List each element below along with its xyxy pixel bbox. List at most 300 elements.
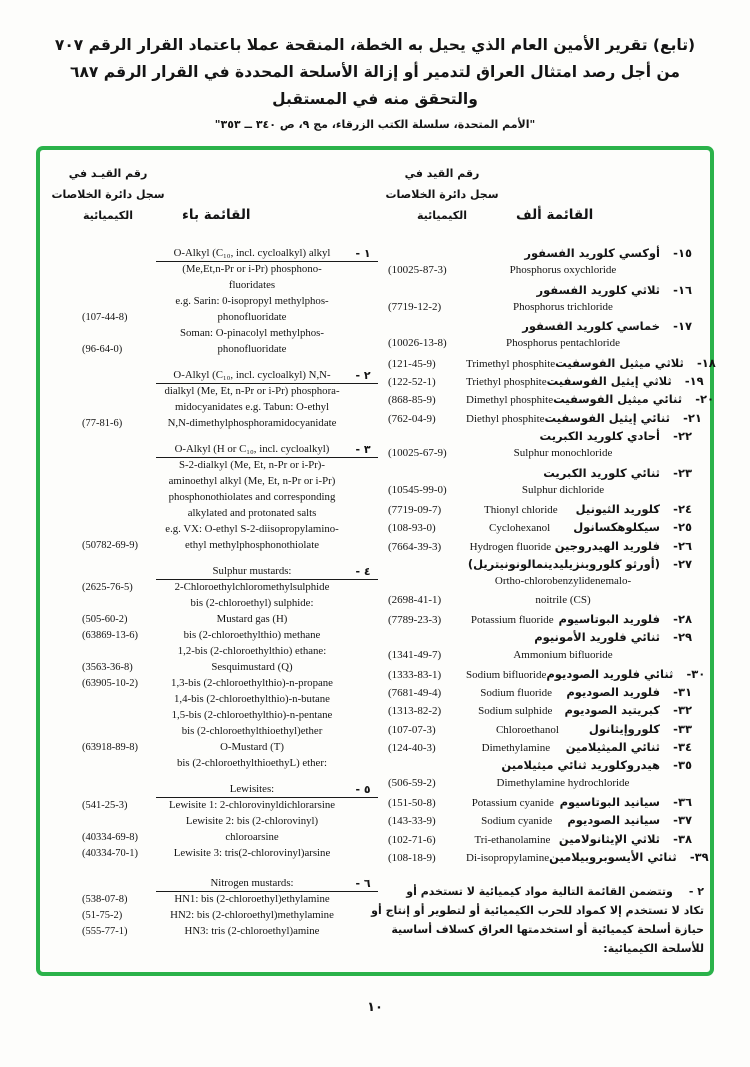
list-a-row: [382, 392, 715, 410]
paragraph-line: [371, 901, 704, 920]
cas-number: (151-50-8): [388, 796, 436, 809]
list-b-item: [48, 246, 378, 358]
chemical-name-en: 1,3-bis (2-chloroethylthio)-n-propane: [171, 677, 333, 689]
cas-number: (7664-39-3): [388, 540, 442, 553]
chemical-name-en: HN1: bis (2-chloroethyl)ethylamine: [174, 893, 330, 905]
list-b-row: [48, 458, 378, 474]
item-number: ٣٧-: [673, 813, 692, 828]
item-number: [348, 342, 378, 358]
list-a-row: [382, 411, 704, 429]
cas-number: (143-33-9): [388, 815, 436, 828]
chemical-name-ar: أحادي كلوريد الكبريت: [539, 428, 660, 443]
item-number: ٢٥-: [673, 520, 692, 535]
item-number: [348, 400, 378, 416]
cas-number: [48, 278, 156, 294]
cas-number: (10026-13-8): [388, 337, 447, 350]
paragraph-text: للأسلحة الكيميائية:: [603, 942, 704, 956]
cas-number: (40334-70-1): [82, 848, 138, 859]
cas-number: (107-07-3): [388, 723, 436, 736]
cas-number: [48, 522, 156, 538]
cas-number: [48, 368, 156, 384]
cas-number: [48, 814, 156, 830]
list-b-row: [48, 506, 378, 522]
list-b-item: [48, 442, 378, 554]
chemical-name-ar: فلوريد الهيدروجين: [554, 538, 660, 553]
chemical-name-ar: كلوريد الثيونيل: [575, 502, 660, 517]
cas-number: [48, 596, 156, 612]
item-number: ٥ -: [348, 782, 378, 798]
list-b-row: [48, 724, 378, 740]
chemical-name-ar: ثنائي كلوريد الكبريت: [543, 465, 660, 480]
list-b-row: [48, 692, 378, 708]
chemical-name-en: Sodium bifluoride: [466, 668, 547, 681]
chemical-name-en: Triethyl phosphite: [466, 376, 547, 389]
list-a-item: [382, 374, 704, 392]
chemical-name-en: O-Alkyl (C₁₀, incl. cycloalkyl) N,N-: [156, 368, 348, 384]
chemical-name-ar: ثنائي ميثيل الفوسفيت: [553, 392, 683, 407]
item-number: [348, 676, 378, 692]
list-a-row: [382, 795, 704, 813]
item-number: [348, 846, 378, 862]
list-a-row: [382, 337, 704, 355]
item-number: ٣٦-: [673, 794, 692, 809]
list-a-item: [382, 740, 704, 758]
paragraph-line: [382, 882, 704, 901]
chemical-name-ar: سيكلوهكسانول: [573, 520, 660, 535]
header-source-citation: "الأمم المتحدة، سلسلة الكتب الزرقاء، مج ٩، ص ٣٤٠ ــ ٣٥٣": [214, 118, 536, 131]
paragraph-number: ٢ -: [688, 885, 704, 899]
list-a-row: [382, 502, 704, 520]
item-number: ٢٠-: [695, 392, 715, 407]
header-title-line-2: من أجل رصد امتثال العراق لتدمير أو إزالة الأسلحة المحددة في القرار الرقم ٦٨٧: [70, 63, 680, 81]
list-a-row: [382, 630, 704, 648]
item-number: [348, 724, 378, 740]
item-number: ٣٤-: [673, 740, 692, 755]
list-a-item: [382, 685, 704, 703]
list-a-row: [382, 667, 704, 685]
cas-number: (7681-49-4): [388, 687, 442, 700]
list-a-item: [382, 758, 704, 795]
cas-number: [48, 708, 156, 724]
cas-number: (124-40-3): [388, 742, 436, 755]
register-label-line: الكيميائية: [416, 209, 468, 222]
cas-number: (7789-23-3): [388, 613, 442, 626]
item-number: [348, 830, 378, 846]
item-number: ١٦-: [673, 282, 692, 297]
chemical-name-en: Dimethylamine hydrochloride: [496, 776, 630, 789]
list-a-row: [382, 264, 704, 282]
cas-number: [48, 326, 156, 342]
chemical-name-en: Lewisite 2: bis (2-chlorovinyl): [185, 815, 319, 827]
cas-number: (122-52-1): [388, 376, 436, 389]
chemical-name-en: noitrile (CS): [535, 593, 591, 606]
item-number: ٦ -: [348, 876, 378, 892]
item-number: [348, 458, 378, 474]
list-a-item: [382, 667, 704, 685]
chemical-name-en: Lewisites:: [156, 782, 348, 798]
list-a-column: [371, 162, 716, 958]
chemical-name-en: HN3: tris (2-chloroethyl)amine: [184, 925, 320, 937]
chemical-name-ar: ثلاثي كلوريد الفسفور: [536, 282, 660, 297]
list-b-row: [48, 798, 378, 814]
cas-number: [48, 246, 156, 262]
cas-number: (1333-83-1): [388, 668, 442, 681]
list-b-row: [48, 596, 378, 612]
list-b-row: [48, 442, 378, 458]
closing-paragraph: [371, 882, 704, 958]
cas-number: (555-77-1): [82, 926, 128, 937]
cas-number: [48, 442, 156, 458]
cas-number: [48, 262, 156, 278]
item-number: [348, 644, 378, 660]
item-number: ٢٤-: [673, 502, 692, 517]
chemical-name-en: Phosphorus pentachloride: [506, 337, 620, 350]
cas-number: (506-59-2): [388, 776, 436, 789]
cas-number: (2698-41-1): [388, 593, 442, 606]
chemical-name-en: Cyclohexanol: [489, 522, 551, 535]
cas-number: [48, 294, 156, 310]
header-title-line-1: (تابع) تقرير الأمين العام الذي يحيل به الخطة، المنقحة عملا باعتماد القرار الرقم ٧٠٧: [54, 36, 696, 54]
chemical-name-ar: كلوروإيثانول: [588, 721, 660, 736]
chemical-name-en: 1,2-bis (2-chloroethylthio) ethane:: [177, 645, 327, 657]
item-number: [348, 596, 378, 612]
item-number: [348, 580, 378, 596]
list-b-row: [48, 326, 378, 342]
chemical-name-en: N,N-dimethylphosphoramidocyanidate: [167, 417, 337, 429]
list-a-items: [382, 246, 716, 868]
list-a-row: [382, 374, 704, 392]
list-a-row: [382, 703, 704, 721]
chemical-name-en: bis (2-chloroethylthioethyL) ether:: [177, 757, 327, 769]
list-b-row: [48, 740, 378, 756]
paragraph-line: [382, 939, 704, 958]
chemical-name-ar: كبريتيد الصوديوم: [564, 703, 660, 718]
list-a-row: [382, 447, 704, 465]
item-number: ٢ -: [348, 368, 378, 384]
list-a-item: [382, 520, 704, 538]
list-b-row: [48, 246, 378, 262]
item-number: [348, 798, 378, 814]
chemical-name-en: (Me,Et,n-Pr or i-Pr) phosphono-: [182, 263, 322, 275]
cas-number: [48, 400, 156, 416]
chemical-name-en: Sesquimustard (Q): [211, 661, 293, 673]
list-a-register-label: [382, 163, 502, 226]
list-b-row: [48, 400, 378, 416]
list-a-row: [382, 849, 709, 868]
list-b-row: [48, 830, 378, 846]
item-number: ١٥-: [673, 246, 692, 260]
chemical-name-ar: ثنائي فلوريد الأمونيوم: [534, 630, 660, 645]
item-number: ٢٨-: [673, 611, 692, 626]
list-a-item: [382, 283, 704, 320]
cas-number: (538-07-8): [82, 894, 128, 905]
chemical-name-en: S-2-dialkyl (Me, Et, n-Pr or i-Pr)-: [178, 459, 326, 471]
item-number: ٣٥-: [673, 758, 692, 773]
cas-number: [48, 506, 156, 522]
chemical-name-en: Ortho-chlorobenzylidenemalo-: [494, 575, 632, 588]
list-b-header: [48, 162, 378, 226]
cas-number: [48, 458, 156, 474]
chemical-name-ar: أوكسي كلوريد الفسفور: [524, 246, 660, 260]
list-a-row: [382, 813, 704, 831]
list-b-row: [48, 384, 378, 400]
cas-number: (10025-67-9): [388, 447, 447, 460]
list-a-item: [382, 832, 704, 850]
item-number: ٢٦-: [673, 538, 692, 553]
chemical-name-en: Sodium sulphide: [478, 705, 553, 718]
list-b-row: [48, 756, 378, 772]
list-a-row: [382, 301, 704, 319]
item-number: [348, 522, 378, 538]
list-b-row: [48, 908, 378, 924]
item-number: ١٧-: [673, 319, 692, 334]
cas-number: [48, 384, 156, 400]
list-a-item: [382, 502, 704, 520]
cas-number: (63869-13-6): [82, 630, 138, 641]
chemical-name-en: Tri-ethanolamine: [474, 833, 551, 846]
list-a-item: [382, 849, 709, 868]
cas-number: (50782-69-9): [82, 540, 138, 551]
list-b-column: [48, 162, 378, 940]
list-a-row: [382, 484, 704, 502]
item-number: ١٨-: [697, 355, 716, 370]
cas-number: [48, 490, 156, 506]
chemical-name-ar: ثلاثي الإيثانولامين: [558, 831, 660, 846]
chemical-name-ar: خماسي كلوريد الفسفور: [522, 319, 660, 334]
list-a-row: [382, 520, 704, 538]
list-b-row: [48, 416, 378, 432]
item-number: [348, 416, 378, 432]
chemical-name-ar: ثلاثي ميثيل الفوسفيت: [555, 355, 684, 370]
document-header: [25, 32, 725, 131]
list-a-row: [382, 612, 704, 630]
chemical-name-ar: هيدروكلوريد ثنائي ميثيلامين: [501, 758, 660, 773]
list-b-register-label: [48, 163, 168, 226]
list-a-row: [382, 466, 704, 484]
chemical-name-ar: ثنائي فلوريد الصوديوم: [546, 666, 674, 681]
register-label-line: رقم القيد في: [404, 167, 480, 180]
chemical-name-en: fluoridates: [228, 279, 276, 291]
list-b-row: [48, 310, 378, 326]
list-b-row: [48, 580, 378, 596]
list-a-row: [382, 539, 704, 557]
chemical-name-en: Sulphur dichloride: [521, 483, 605, 496]
cas-number: [48, 756, 156, 772]
list-a-row: [382, 557, 704, 575]
chemical-name-en: phonofluoridate: [217, 343, 287, 355]
register-label-line: الكيميائية: [82, 209, 134, 222]
list-a-item: [382, 319, 704, 356]
chemical-name-en: phosphonothiolates and corresponding: [168, 491, 336, 503]
paragraph-text: حيازة أسلحة كيميائية أو استخدمتها العراق كسلاف أساسية: [391, 923, 704, 937]
chemical-name-en: e.g. Sarin: 0-isopropyl methylphos-: [175, 295, 329, 307]
list-a-row: [382, 777, 704, 795]
cas-number: (96-64-0): [82, 344, 123, 355]
list-a-row: [382, 575, 704, 593]
list-b-row: [48, 846, 378, 862]
cas-number: (762-04-9): [388, 412, 436, 425]
item-number: ٣١-: [673, 685, 692, 700]
list-b-row: [48, 538, 378, 554]
list-b-row: [48, 708, 378, 724]
item-number: ٢١-: [683, 410, 702, 425]
item-number: ٢٩-: [673, 630, 692, 645]
chemical-name-en: Dimethyl phosphite: [466, 394, 554, 407]
list-b-item: [48, 564, 378, 772]
item-number: ١ -: [348, 246, 378, 262]
chemical-name-en: Nitrogen mustards:: [156, 876, 348, 892]
item-number: ٤ -: [348, 564, 378, 580]
list-b-row: [48, 564, 378, 580]
page-number: ١٠: [367, 1000, 383, 1015]
chemical-name-en: Phosphorus trichloride: [513, 300, 613, 313]
cas-number: [48, 474, 156, 490]
register-label-line: سجل دائرة الخلاصات: [51, 188, 165, 201]
list-b-row: [48, 490, 378, 506]
cas-number: (107-44-8): [82, 312, 128, 323]
item-number: [348, 490, 378, 506]
list-b-row: [48, 368, 378, 384]
register-label-line: سجل دائرة الخلاصات: [385, 188, 499, 201]
list-a-row: [382, 594, 704, 612]
chemical-name-ar: ثنائي إيثيل الفوسفيت: [544, 410, 670, 425]
chemical-name-en: e.g. VX: O-ethyl S-2-diisopropylamino-: [165, 523, 339, 535]
list-a-row: [382, 429, 704, 447]
register-label-line: رقم القيـد في: [68, 167, 148, 180]
list-a-item: [382, 630, 704, 667]
item-number: ٢٢-: [673, 428, 692, 443]
chemical-name-en: Diethyl phosphite: [466, 412, 545, 425]
cas-number: (1313-82-2): [388, 705, 442, 718]
item-number: [348, 628, 378, 644]
cas-number: [48, 782, 156, 798]
list-a-item: [382, 703, 704, 721]
paragraph-text: وتتضمن القائمة التالية مواد كيميائية لا تستخدم أو: [406, 885, 673, 899]
chemical-name-en: O-Alkyl (C₁₀, incl. cycloalkyl) alkyl: [156, 246, 348, 262]
chemical-name-en: Dimethylamine: [481, 742, 551, 755]
item-number: ٢٣-: [673, 465, 692, 480]
chemical-name-en: ethyl methylphosphonothiolate: [184, 539, 320, 551]
cas-number: (10545-99-0): [388, 483, 447, 496]
item-number: ٣٢-: [673, 703, 692, 718]
list-a-item: [382, 429, 704, 466]
chemical-name-ar: ثلاثي إيثيل الفوسفيت: [546, 374, 672, 389]
cas-number: (108-18-9): [388, 851, 436, 864]
chemical-name-en: phonofluoridate: [217, 311, 287, 323]
cas-number: (2625-76-5): [82, 582, 133, 593]
item-number: [348, 384, 378, 400]
chemical-name-en: bis (2-chloroethyl) sulphide:: [190, 597, 314, 609]
green-frame: [36, 146, 714, 976]
list-b-row: [48, 814, 378, 830]
chemical-name-en: bis (2-chloroethylthio) methane: [183, 629, 321, 641]
chemical-name-ar: ثنائي الأيسوبروبيلامين: [549, 849, 677, 864]
item-number: [348, 708, 378, 724]
list-b-row: [48, 294, 378, 310]
list-b-items: [48, 246, 378, 940]
list-b-row: [48, 892, 378, 908]
cas-number: (3563-36-8): [82, 662, 133, 673]
cas-number: (63905-10-2): [82, 678, 138, 689]
item-number: [348, 326, 378, 342]
chemical-name-ar: فلوريد البوتاسيوم: [558, 611, 660, 626]
item-number: [348, 660, 378, 676]
cas-number: (541-25-3): [82, 800, 128, 811]
list-a-header: [382, 162, 704, 226]
chemical-name-ar: فلوريد الصوديوم: [566, 685, 660, 700]
chemical-name-en: Sodium cyanide: [481, 815, 553, 828]
cas-number: (102-71-6): [388, 833, 436, 846]
cas-number: [48, 644, 156, 660]
header-title-line-3: والتحقق منه في المستقبل: [272, 90, 478, 108]
chemical-name-en: Trimethyl phosphite: [466, 357, 556, 370]
item-number: [348, 506, 378, 522]
cas-number: [48, 692, 156, 708]
list-b-row: [48, 342, 378, 358]
item-number: [348, 756, 378, 772]
cas-number: (10025-87-3): [388, 264, 447, 277]
chemical-name-en: Hydrogen fluoride: [469, 540, 552, 553]
list-a-item: [382, 795, 704, 813]
cas-number: (108-93-0): [388, 522, 436, 535]
item-number: [348, 310, 378, 326]
item-number: ٣٣-: [673, 721, 692, 736]
cas-number: [48, 724, 156, 740]
item-number: [348, 692, 378, 708]
item-number: [348, 814, 378, 830]
list-a-item: [382, 246, 704, 283]
list-a-item: [382, 813, 704, 831]
list-a-row: [382, 246, 704, 264]
paragraph-text: تكاد لا تستخدم إلا كمواد للحرب الكيميائية أو لتطوير أو إنتاج أو: [371, 904, 704, 918]
chemical-name-en: 2-Chloroethylchloromethylsulphide: [174, 581, 330, 593]
chemical-name-en: HN2: bis (2-chloroethyl)methylamine: [170, 909, 334, 921]
chemical-name-ar: سيانيد الصوديوم: [567, 813, 660, 828]
item-number: [348, 474, 378, 490]
chemical-name-en: Thionyl chloride: [484, 504, 558, 517]
chemical-name-en: bis (2-chloroethylthioethyl)ether: [181, 725, 323, 737]
cas-number: (51-75-2): [82, 910, 123, 921]
chemical-name-en: Chloroethanol: [495, 723, 559, 736]
chemical-name-en: Soman: O-pinacolyl methylphos-: [180, 327, 324, 339]
list-b-item: [48, 782, 378, 862]
item-number: [348, 740, 378, 756]
list-b-item: [48, 876, 378, 940]
item-number: ٣٠-: [686, 666, 706, 681]
list-a-item: [382, 722, 704, 740]
list-b-row: [48, 644, 378, 660]
list-a-row: [382, 685, 704, 703]
list-b-row: [48, 660, 378, 676]
list-a-row: [382, 355, 716, 374]
item-number: [348, 538, 378, 554]
chemical-name-en: Lewisite 3: tris(2-chlorovinyl)arsine: [173, 847, 331, 859]
chemical-name-ar: ثنائي الميثيلامين: [565, 740, 660, 755]
cas-number: (868-85-9): [388, 394, 436, 407]
chemical-name-en: alkylated and protonated salts: [187, 507, 317, 519]
cas-number: (40334-69-8): [82, 832, 138, 843]
chemical-name-en: 1,4-bis (2-chloroethylthio)-n-butane: [174, 693, 330, 705]
item-number: ٣ -: [348, 442, 378, 458]
chemical-name-en: chloroarsine: [225, 831, 279, 843]
cas-number: (1341-49-7): [388, 648, 442, 661]
chemical-name-en: O-Mustard (T): [220, 741, 284, 753]
cas-number: [48, 564, 156, 580]
list-a-title: القائمة ألف: [516, 207, 594, 223]
chemical-name-en: dialkyl (Me, Et, n-Pr or i-Pr) phosphora-: [164, 385, 340, 397]
cas-number: (121-45-9): [388, 357, 436, 370]
chemical-name-en: Phosphorus oxychloride: [509, 264, 617, 277]
